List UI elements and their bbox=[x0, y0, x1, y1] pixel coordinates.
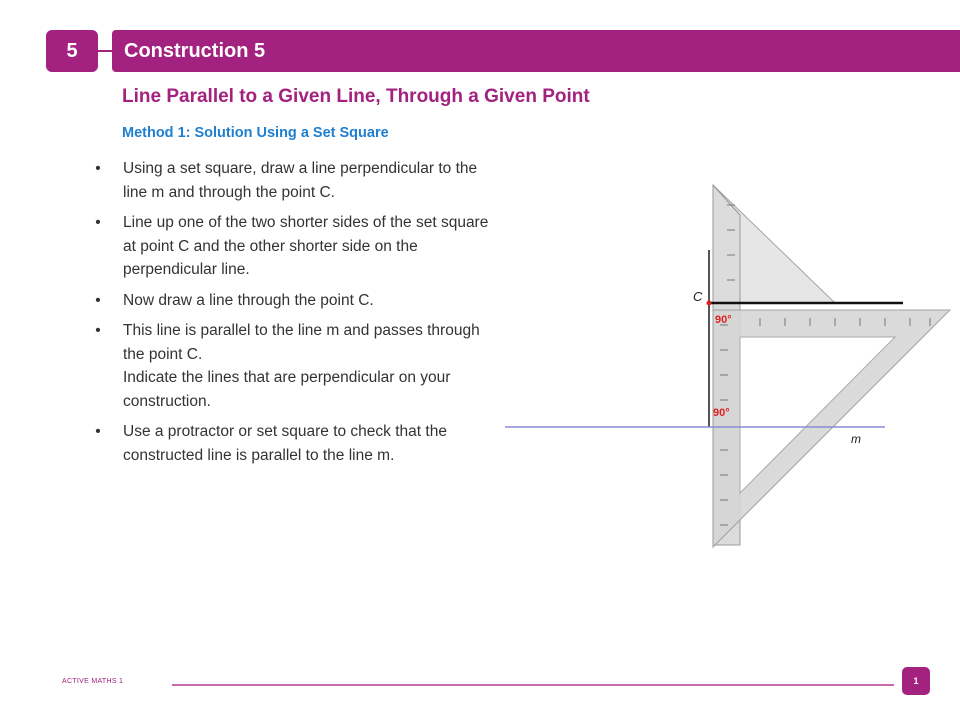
bullet-icon: • bbox=[95, 160, 101, 177]
page-subtitle: Line Parallel to a Given Line, Through a Given Point bbox=[122, 86, 590, 107]
instruction-text: Use a protractor or set square to check that the constructed line is parallel to the line m. bbox=[123, 423, 447, 464]
page-number-box bbox=[902, 667, 930, 695]
point-c-label: C bbox=[693, 289, 703, 304]
instruction-text: This line is parallel to the line m and passes through the point C. Indicate the lines that are perpendicular on your construction. bbox=[123, 322, 480, 410]
instruction-text: Line up one of the two shorter sides of the set square at point C and the other shorter side on the perpendicular line. bbox=[123, 214, 489, 278]
line-m-label: m bbox=[851, 432, 861, 446]
method-heading: Method 1: Solution Using a Set Square bbox=[122, 125, 389, 141]
page-number: 1 bbox=[913, 676, 919, 686]
section-title: Construction 5 bbox=[124, 39, 266, 62]
construction-figure bbox=[495, 175, 955, 560]
bullet-icon: • bbox=[95, 214, 101, 231]
instruction-text: Now draw a line through the point C. bbox=[123, 291, 374, 309]
bullet-icon: • bbox=[95, 291, 101, 309]
instruction-item bbox=[92, 319, 492, 413]
bullet-icon: • bbox=[95, 322, 101, 339]
point-c-marker bbox=[707, 301, 712, 306]
section-number: 5 bbox=[66, 39, 78, 62]
section-title-bar bbox=[112, 30, 960, 72]
instruction-item bbox=[92, 211, 492, 282]
angle-marker-bottom: 90° bbox=[713, 407, 730, 419]
instruction-list bbox=[92, 157, 492, 474]
footer-rule bbox=[172, 684, 894, 686]
section-number-box bbox=[46, 30, 98, 72]
instruction-text: Using a set square, draw a line perpendicular to the line m and through the point C. bbox=[123, 160, 478, 201]
bullet-icon: • bbox=[95, 423, 101, 440]
instruction-item bbox=[92, 289, 492, 313]
header-connector bbox=[98, 50, 112, 52]
instruction-item bbox=[92, 157, 492, 204]
instruction-item bbox=[92, 420, 492, 467]
angle-marker-top: 90° bbox=[715, 314, 732, 326]
footer-book-title: ACTIVE MATHS 1 bbox=[62, 678, 124, 685]
lower-set-square-cutout bbox=[740, 337, 895, 493]
